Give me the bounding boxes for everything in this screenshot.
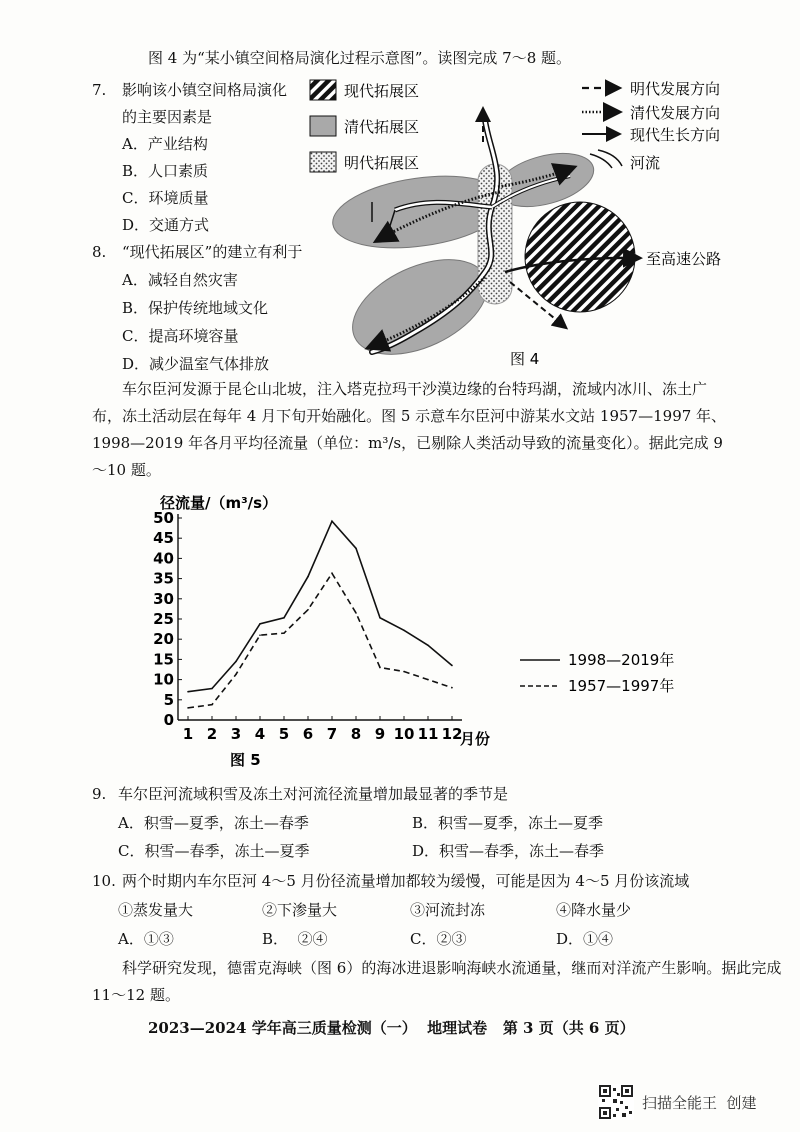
y-tick-label: 45 (153, 529, 174, 548)
q10-option-c[interactable]: C．②③ (410, 930, 467, 948)
legend-ming-label: 明代拓展区 (344, 154, 420, 172)
x-tick-label: 1 (182, 725, 194, 743)
y-tick-label: 30 (153, 589, 174, 608)
q8-option-b[interactable]: B．保护传统地域文化 (122, 299, 269, 317)
legend-qing-dir-label: 清代发展方向 (630, 104, 721, 122)
legend-label: 1998—2019年 (568, 651, 675, 669)
q7-option-d[interactable]: D．交通方式 (122, 216, 210, 234)
series-point (331, 573, 333, 575)
q8-stem: “现代拓展区”的建立有利于 (122, 243, 303, 261)
legend-ming-swatch (310, 152, 336, 172)
fig4-diagram (300, 72, 780, 372)
series-point (211, 688, 213, 690)
x-tick-label: 12 (441, 725, 463, 743)
y-tick-label: 15 (153, 650, 174, 669)
fig4-intro: 图 4 为“某小镇空间格局演化过程示意图”。读图完成 7～8 题。 (148, 49, 572, 67)
q7-stem-line1: 影响该小镇空间格局演化 (122, 81, 288, 99)
series-point (235, 674, 237, 676)
q9-option-c[interactable]: C．积雪—春季，冻土—夏季 (118, 842, 310, 860)
legend-modern-dir-label: 现代生长方向 (630, 126, 721, 144)
q7-option-a[interactable]: A．产业结构 (122, 135, 208, 153)
q7-stem-line2: 的主要因素是 (122, 108, 213, 126)
legend-modern-swatch (310, 80, 336, 100)
series-point (427, 679, 429, 681)
series-point (451, 687, 453, 689)
chart-xlabel: 月份 (460, 730, 491, 748)
fig5-chart (150, 480, 690, 770)
q9-option-b[interactable]: B．积雪—夏季，冻土—夏季 (412, 814, 604, 832)
q9-option-d[interactable]: D．积雪—春季，冻土—春季 (412, 842, 605, 860)
legend-qing-label: 清代拓展区 (344, 118, 420, 136)
q10-item-1: ①蒸发量大 (118, 901, 194, 919)
qr-code-icon (598, 1084, 634, 1120)
q10-item-3: ③河流封冻 (410, 901, 486, 919)
x-tick-label: 11 (417, 725, 439, 743)
x-tick-label: 2 (206, 725, 218, 743)
x-tick-label: 9 (374, 725, 386, 743)
series-point (403, 630, 405, 632)
page-footer: 2023—2024 学年高三质量检测（一） 地理试卷 第 3 页（共 6 页） (148, 1019, 635, 1037)
series-point (259, 634, 261, 636)
q10-stem: 两个时期内车尔臣河 4～5 月份径流量增加都较为缓慢，可能是因为 4～5 月份该流域 (122, 872, 690, 890)
series-line-dashed (188, 573, 452, 708)
series-point (187, 707, 189, 709)
y-tick-label: 5 (163, 690, 174, 709)
q10-option-b[interactable]: B． ②④ (262, 930, 328, 948)
q9-option-a[interactable]: A．积雪—夏季，冻土—春季 (118, 814, 309, 832)
q10-item-2: ②下渗量大 (262, 901, 338, 919)
series-point (379, 617, 381, 619)
x-tick-label: 5 (278, 725, 290, 743)
y-tick-label: 40 (153, 549, 174, 568)
x-tick-label: 4 (254, 725, 266, 743)
series-point (355, 548, 357, 550)
q10-number: 10. (92, 872, 116, 890)
legend-river-icon (590, 150, 622, 168)
series-point (331, 520, 333, 522)
q10-item-4: ④降水量少 (556, 901, 632, 919)
legend-ming-dir-label: 明代发展方向 (630, 80, 721, 98)
watermark-text: 扫描全能王 创建 (642, 1094, 757, 1112)
series-point (259, 623, 261, 625)
series-point (427, 644, 429, 646)
series-point (187, 691, 189, 693)
fig5-caption: 图 5 (230, 751, 261, 769)
x-tick-label: 8 (350, 725, 362, 743)
x-tick-label: 10 (393, 725, 415, 743)
q7-option-b[interactable]: B．人口素质 (122, 162, 209, 180)
series-line-solid (188, 521, 452, 691)
series-point (379, 667, 381, 669)
chart-ylabel: 径流量/（m³/s） (160, 494, 278, 512)
y-tick-label: 0 (163, 711, 174, 729)
passage-9-10: 车尔臣河发源于昆仑山北坡，注入塔克拉玛干沙漠边缘的台特玛湖，流域内冰川、冻土广布，冻土活动层在每年 4 月下旬开始融化。图 5 示意车尔臣河中游某水文站 1957—1997 年、1998—2019 年各月平均径流量（单位：m³/s，已剔除人类活动导致的流量变化）。据此完成 9～10 题。 (92, 380, 727, 479)
q8-option-c[interactable]: C．提高环境容量 (122, 327, 239, 345)
legend-river-label: 河流 (630, 154, 661, 172)
x-tick-label: 7 (326, 725, 338, 743)
series-point (283, 632, 285, 634)
legend-label: 1957—1997年 (568, 677, 675, 695)
y-tick-label: 10 (153, 670, 174, 689)
q8-option-d[interactable]: D．减少温室气体排放 (122, 355, 270, 373)
fig4-caption: 图 4 (510, 350, 540, 368)
q8-number: 8. (92, 243, 107, 261)
x-tick-label: 6 (302, 725, 314, 743)
y-tick-label: 50 (153, 509, 174, 527)
series-point (235, 661, 237, 663)
q8-option-a[interactable]: A．减轻自然灾害 (122, 271, 238, 289)
series-point (211, 704, 213, 706)
legend-qing-swatch (310, 116, 336, 136)
y-tick-label: 20 (153, 630, 174, 649)
series-point (283, 617, 285, 619)
q10-option-a[interactable]: A．①③ (118, 930, 174, 948)
q9-number: 9. (92, 785, 107, 803)
series-point (355, 612, 357, 614)
x-tick-label: 3 (230, 725, 242, 743)
passage-11-12: 科学研究发现，德雷克海峡（图 6）的海冰进退影响海峡水流通量，继而对洋流产生影响。据此完成 11～12 题。 (92, 959, 782, 1004)
q9-stem: 车尔臣河流域积雪及冻土对河流径流量增加最显著的季节是 (118, 785, 509, 803)
q7-number: 7. (92, 81, 107, 99)
series-point (307, 609, 309, 611)
y-tick-label: 35 (153, 569, 174, 588)
series-point (307, 576, 309, 578)
y-tick-label: 25 (153, 610, 174, 628)
legend-modern-label: 现代拓展区 (344, 82, 420, 100)
highway-label: 至高速公路 (646, 250, 722, 268)
q10-option-d[interactable]: D．①④ (556, 930, 614, 948)
q7-option-c[interactable]: C．环境质量 (122, 189, 209, 207)
series-point (403, 671, 405, 673)
series-point (451, 665, 453, 667)
